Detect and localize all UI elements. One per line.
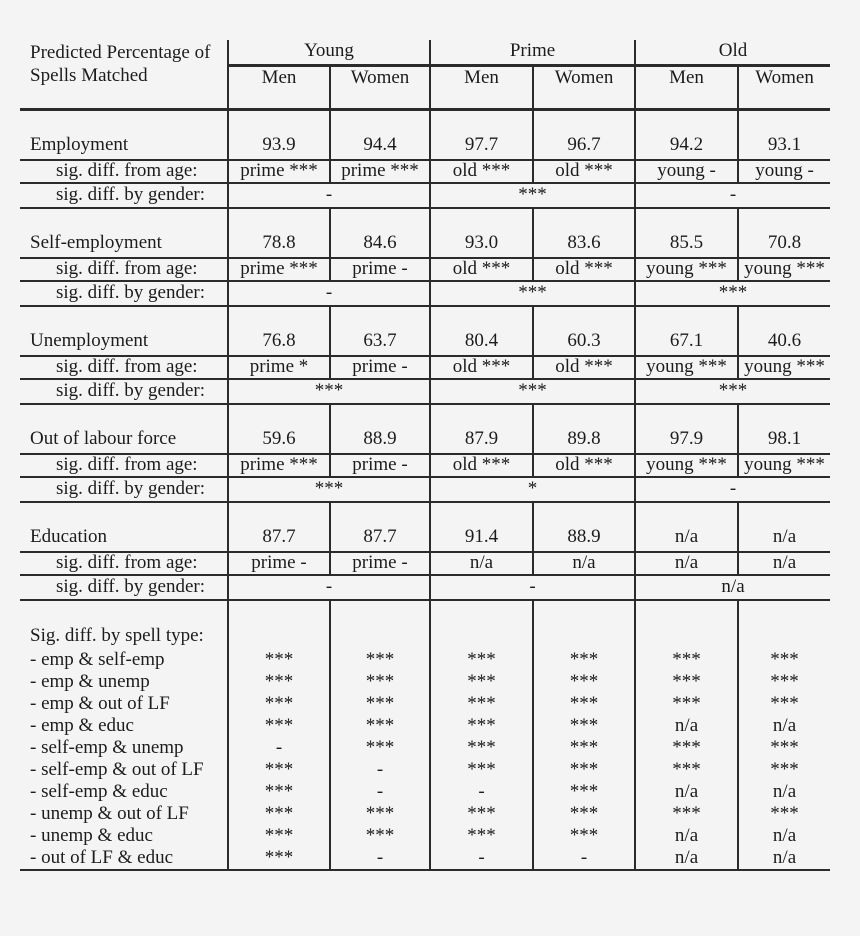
value-cell: 98.1 (738, 404, 830, 454)
spell-value-cell: *** (738, 649, 830, 671)
col-header-old-men: Men (635, 66, 738, 110)
spell-value-cell: *** (228, 715, 330, 737)
spell-row-label: - unemp & educ (30, 825, 153, 846)
table-title (20, 40, 228, 110)
value-cell: 59.6 (228, 404, 330, 454)
sig-gender-label: sig. diff. by gender: (20, 183, 228, 208)
sig-gender-cell: - (228, 281, 430, 306)
spell-value-cell: *** (430, 759, 533, 781)
spell-value-cell: - (430, 847, 533, 870)
sig-age-cell: old *** (430, 454, 533, 477)
value-cell: 70.8 (738, 208, 830, 258)
spell-value-cell: *** (533, 715, 635, 737)
spell-row-label: - emp & self-emp (30, 649, 165, 670)
spell-row-label: - unemp & out of LF (30, 803, 189, 824)
sig-age-cell: old *** (533, 160, 635, 183)
sig-age-cell: prime * (228, 356, 330, 379)
sig-age-cell: n/a (738, 552, 830, 575)
sig-age-cell: young *** (635, 356, 738, 379)
sig-age-label: sig. diff. from age: (20, 258, 228, 281)
spell-row (20, 693, 830, 715)
sig-age-cell: prime - (330, 356, 430, 379)
spell-row (20, 671, 830, 693)
value-cell: 89.8 (533, 404, 635, 454)
spell-value-cell: *** (330, 693, 430, 715)
spell-value-cell: *** (533, 693, 635, 715)
spell-row-label: - self-emp & unemp (30, 737, 184, 758)
row-label: Self-employment (20, 208, 228, 258)
value-cell: 87.7 (330, 502, 430, 552)
sig-gender-cell: *** (635, 379, 830, 404)
spell-value-cell: *** (430, 825, 533, 847)
sig-gender-cell: - (228, 575, 430, 600)
spell-value-cell: *** (635, 693, 738, 715)
value-cell: 93.9 (228, 110, 330, 161)
row-label: Education (20, 502, 228, 552)
spell-value-cell: *** (533, 803, 635, 825)
section-row-self-employment (20, 208, 830, 258)
value-cell: 83.6 (533, 208, 635, 258)
row-label: Employment (20, 110, 228, 161)
spell-value-cell: *** (533, 671, 635, 693)
spell-value-cell: *** (430, 737, 533, 759)
spell-row (20, 825, 830, 847)
sig-age-cell: old *** (533, 258, 635, 281)
value-cell: 94.4 (330, 110, 430, 161)
sig-age-cell: n/a (635, 552, 738, 575)
spell-value-cell: n/a (738, 781, 830, 803)
value-cell: 87.7 (228, 502, 330, 552)
spell-value-cell: *** (228, 847, 330, 870)
spell-value-cell: *** (635, 671, 738, 693)
sig-gender-row (20, 477, 830, 502)
spell-value-cell: n/a (635, 781, 738, 803)
spell-value-cell: *** (738, 737, 830, 759)
spell-value-cell: *** (228, 649, 330, 671)
col-header-prime-women: Women (533, 66, 635, 110)
spell-row (20, 847, 830, 870)
sig-age-cell: prime *** (228, 454, 330, 477)
sig-gender-cell: *** (430, 379, 635, 404)
sig-age-cell: old *** (430, 258, 533, 281)
sig-age-cell: n/a (533, 552, 635, 575)
spell-value-cell: *** (228, 759, 330, 781)
spell-value-cell: - (430, 781, 533, 803)
value-cell: 94.2 (635, 110, 738, 161)
sig-gender-label: sig. diff. by gender: (20, 281, 228, 306)
col-header-young-men: Men (228, 66, 330, 110)
spell-row (20, 649, 830, 671)
spell-type-heading: Sig. diff. by spell type: (30, 625, 204, 647)
spell-row (20, 759, 830, 781)
value-cell: n/a (635, 502, 738, 552)
sig-gender-cell: - (430, 575, 635, 600)
group-header-young: Young (228, 40, 430, 66)
sig-age-cell: prime - (228, 552, 330, 575)
spell-value-cell: *** (330, 803, 430, 825)
sig-age-label: sig. diff. from age: (20, 160, 228, 183)
empty-cell (635, 600, 738, 649)
sig-gender-label: sig. diff. by gender: (20, 477, 228, 502)
empty-cell (430, 600, 533, 649)
value-cell: 88.9 (533, 502, 635, 552)
sig-age-cell: young *** (635, 258, 738, 281)
group-header-old: Old (635, 40, 830, 66)
spell-row (20, 737, 830, 759)
spell-value-cell: n/a (738, 715, 830, 737)
value-cell: 80.4 (430, 306, 533, 356)
spell-value-cell: *** (635, 737, 738, 759)
sig-gender-cell: n/a (635, 575, 830, 600)
section-row-out-of-labour-force (20, 404, 830, 454)
sig-age-cell: n/a (430, 552, 533, 575)
spell-row (20, 781, 830, 803)
sig-age-cell: prime - (330, 454, 430, 477)
spell-value-cell: *** (228, 693, 330, 715)
spell-value-cell: n/a (738, 825, 830, 847)
sig-age-cell: young *** (738, 454, 830, 477)
value-cell: 87.9 (430, 404, 533, 454)
spell-value-cell: *** (430, 715, 533, 737)
spell-value-cell: *** (330, 715, 430, 737)
spell-row-label: - emp & educ (30, 715, 134, 736)
sig-gender-cell: - (635, 183, 830, 208)
spell-row-label: - out of LF & educ (20, 847, 228, 870)
row-label: Unemployment (20, 306, 228, 356)
sig-age-cell: prime *** (228, 160, 330, 183)
spell-value-cell: *** (533, 737, 635, 759)
spell-value-cell: - (533, 847, 635, 870)
sig-gender-row (20, 183, 830, 208)
header-row-groups (20, 40, 830, 66)
value-cell: 97.7 (430, 110, 533, 161)
spell-row (20, 803, 830, 825)
spell-value-cell: n/a (635, 715, 738, 737)
empty-cell (738, 600, 830, 649)
empty-cell (533, 600, 635, 649)
sig-gender-cell: *** (228, 379, 430, 404)
spell-value-cell: - (228, 737, 330, 759)
spell-row-label: - self-emp & out of LF (30, 759, 204, 780)
sig-gender-label: sig. diff. by gender: (20, 379, 228, 404)
results-table (20, 40, 830, 871)
sig-age-row (20, 160, 830, 183)
spell-value-cell: *** (330, 649, 430, 671)
value-cell: 93.1 (738, 110, 830, 161)
sig-age-cell: old *** (533, 454, 635, 477)
value-cell: 76.8 (228, 306, 330, 356)
spell-value-cell: *** (228, 803, 330, 825)
value-cell: 91.4 (430, 502, 533, 552)
spell-value-cell: *** (228, 825, 330, 847)
spell-value-cell: *** (738, 759, 830, 781)
spell-value-cell: *** (533, 649, 635, 671)
col-header-prime-men: Men (430, 66, 533, 110)
empty-cell (228, 600, 330, 649)
spell-value-cell: - (330, 847, 430, 870)
spell-value-cell: *** (430, 671, 533, 693)
value-cell: 96.7 (533, 110, 635, 161)
spell-value-cell: - (330, 759, 430, 781)
spell-value-cell: *** (635, 803, 738, 825)
sig-gender-cell: *** (635, 281, 830, 306)
sig-age-label: sig. diff. from age: (20, 356, 228, 379)
group-header-prime: Prime (430, 40, 635, 66)
spell-value-cell: *** (430, 803, 533, 825)
sig-age-cell: old *** (430, 356, 533, 379)
spell-type-heading-row (20, 600, 830, 649)
spell-value-cell: n/a (738, 847, 830, 870)
section-row-education (20, 502, 830, 552)
spell-row-label: - emp & unemp (30, 671, 150, 692)
spell-row (20, 715, 830, 737)
value-cell: 97.9 (635, 404, 738, 454)
sig-gender-row (20, 575, 830, 600)
spell-value-cell: n/a (635, 847, 738, 870)
sig-age-row (20, 552, 830, 575)
value-cell: 67.1 (635, 306, 738, 356)
sig-age-label: sig. diff. from age: (20, 454, 228, 477)
spell-value-cell: n/a (635, 825, 738, 847)
sig-gender-cell: *** (430, 183, 635, 208)
spell-value-cell: *** (228, 671, 330, 693)
sig-gender-cell: * (430, 477, 635, 502)
value-cell: 78.8 (228, 208, 330, 258)
col-header-young-women: Women (330, 66, 430, 110)
sig-age-cell: prime *** (330, 160, 430, 183)
spell-value-cell: *** (430, 693, 533, 715)
spell-value-cell: *** (228, 781, 330, 803)
sig-age-cell: prime *** (228, 258, 330, 281)
value-cell: 60.3 (533, 306, 635, 356)
value-cell: 93.0 (430, 208, 533, 258)
spell-row-label: - self-emp & educ (30, 781, 168, 802)
sig-gender-label: sig. diff. by gender: (20, 575, 228, 600)
sig-age-cell: prime - (330, 258, 430, 281)
sig-gender-cell: *** (430, 281, 635, 306)
sig-age-label: sig. diff. from age: (20, 552, 228, 575)
sig-age-cell: old *** (533, 356, 635, 379)
value-cell: 63.7 (330, 306, 430, 356)
value-cell: 84.6 (330, 208, 430, 258)
spell-value-cell: *** (635, 649, 738, 671)
table-title-line1: Predicted Percentage of (30, 42, 211, 63)
value-cell: n/a (738, 502, 830, 552)
spell-value-cell: *** (330, 825, 430, 847)
spell-value-cell: *** (430, 649, 533, 671)
value-cell: 85.5 (635, 208, 738, 258)
spell-value-cell: *** (738, 693, 830, 715)
spell-value-cell: *** (635, 759, 738, 781)
sig-age-cell: young *** (738, 356, 830, 379)
spell-value-cell: *** (533, 781, 635, 803)
sig-age-row (20, 454, 830, 477)
spell-row-label: - emp & out of LF (30, 693, 170, 714)
spell-value-cell: *** (330, 671, 430, 693)
sig-age-row (20, 258, 830, 281)
sig-age-row (20, 356, 830, 379)
sig-age-cell: young - (635, 160, 738, 183)
sig-gender-cell: - (228, 183, 430, 208)
spell-value-cell: *** (330, 737, 430, 759)
sig-age-cell: young - (738, 160, 830, 183)
section-row-employment (20, 110, 830, 161)
sig-age-cell: young *** (738, 258, 830, 281)
col-header-old-women: Women (738, 66, 830, 110)
sig-gender-row (20, 379, 830, 404)
spell-value-cell: *** (738, 671, 830, 693)
section-row-unemployment (20, 306, 830, 356)
spell-value-cell: *** (533, 825, 635, 847)
sig-gender-cell: - (635, 477, 830, 502)
sig-age-cell: old *** (430, 160, 533, 183)
spell-value-cell: *** (533, 759, 635, 781)
spell-value-cell: *** (738, 803, 830, 825)
value-cell: 88.9 (330, 404, 430, 454)
value-cell: 40.6 (738, 306, 830, 356)
sig-gender-row (20, 281, 830, 306)
sig-age-cell: young *** (635, 454, 738, 477)
sig-gender-cell: *** (228, 477, 430, 502)
table-title-line2: Spells Matched (30, 65, 148, 86)
row-label: Out of labour force (20, 404, 228, 454)
empty-cell (330, 600, 430, 649)
sig-age-cell: prime - (330, 552, 430, 575)
spell-value-cell: - (330, 781, 430, 803)
